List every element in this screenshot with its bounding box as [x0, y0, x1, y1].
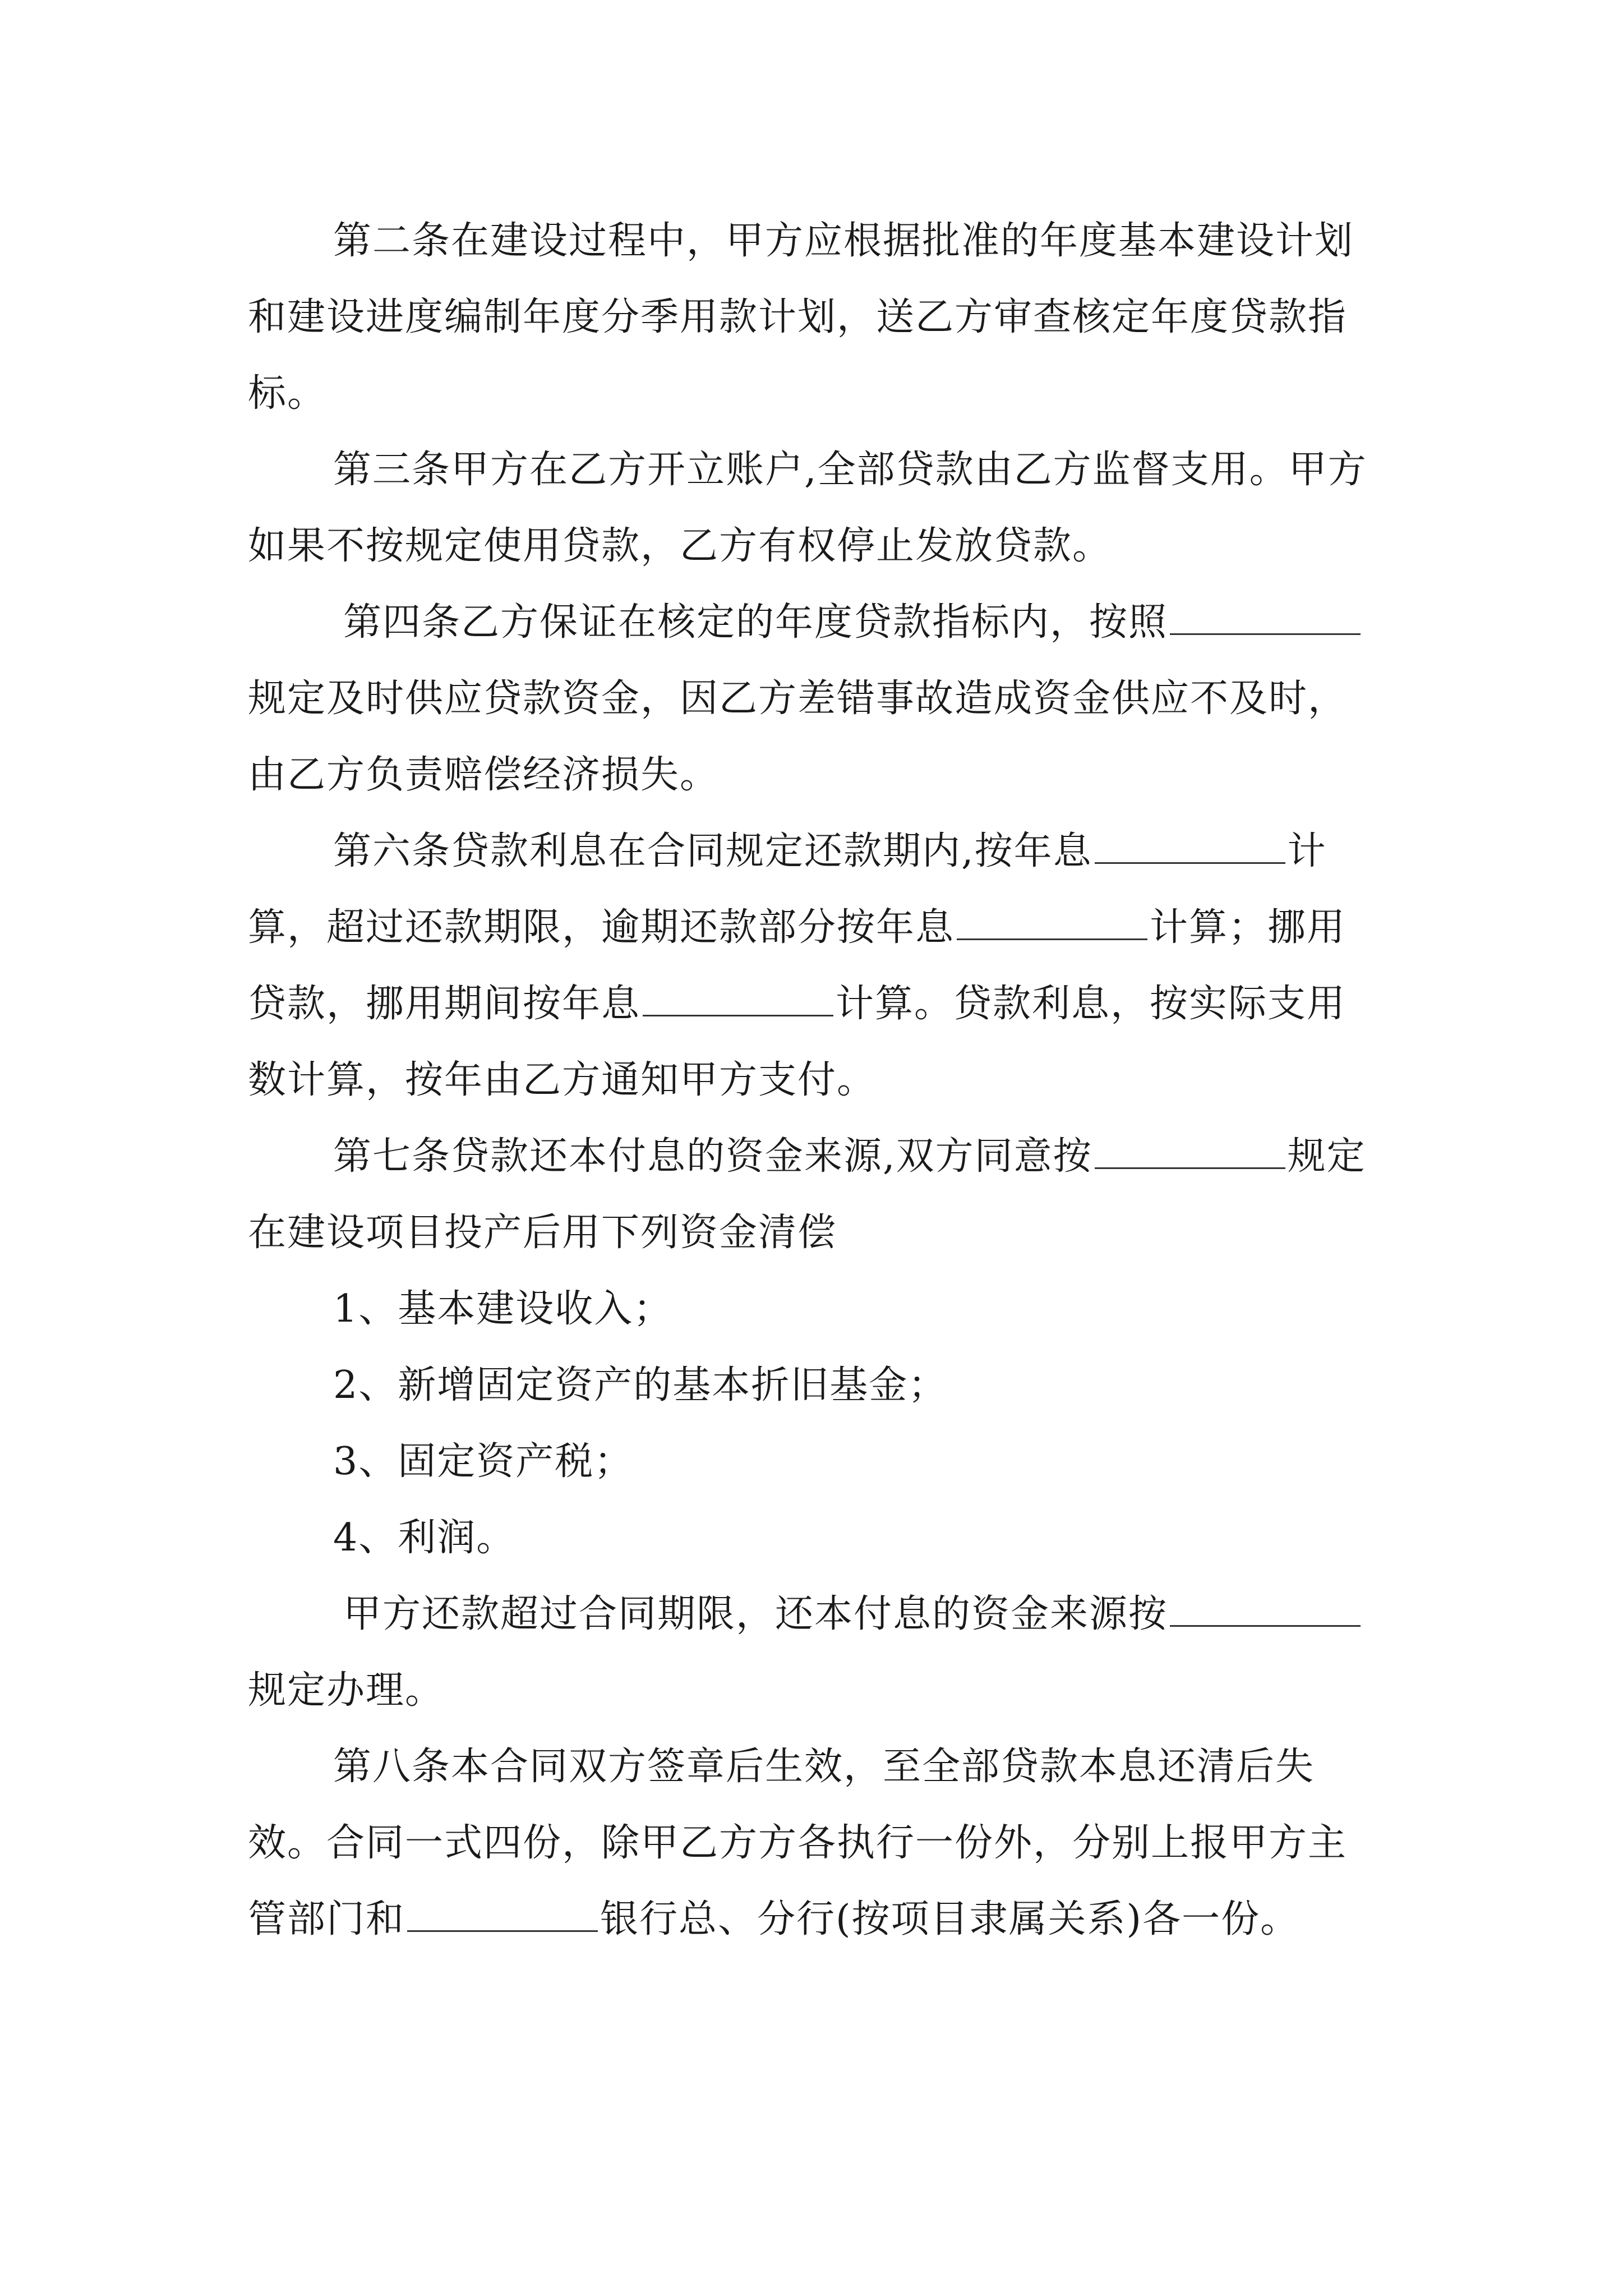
article-6-text-b: 计算，超过还款期限，逾期还款部分按年息: [248, 829, 1327, 950]
article-8: [248, 1729, 1378, 1958]
article-4: [248, 585, 1378, 813]
list-item-text: 4、利润。: [333, 1516, 516, 1560]
blank-line: [1095, 829, 1285, 864]
blank-line: [957, 905, 1147, 940]
article-2: [248, 203, 1378, 432]
list-item-2: [248, 1347, 1378, 1424]
article-7-text-a: 第七条贷款还本付息的资金来源,双方同意按: [333, 1134, 1092, 1179]
list-item-text: 3、固定资产税；: [333, 1439, 634, 1484]
article-7: [248, 1119, 1378, 1271]
article-8-text-a: 第八条本合同双方签章后生效，至全部贷款本息还清后失效。合同一式四份，除甲乙方方各执行一份外，分别上报甲方主管部门和: [248, 1745, 1348, 1941]
document-body: [248, 203, 1378, 1958]
overdue-clause: [248, 1576, 1378, 1729]
list-item-3: [248, 1424, 1378, 1500]
article-3: [248, 432, 1378, 585]
article-6: [248, 813, 1378, 1119]
article-6-text-c: 计算；挪用贷款，挪用期间按年息: [248, 905, 1347, 1026]
list-item-1: [248, 1271, 1378, 1347]
blank-line: [643, 981, 833, 1016]
blank-line: [1170, 1591, 1361, 1627]
article-4-text-a: 第四条乙方保证在核定的年度贷款指标内，按照: [343, 600, 1168, 645]
list-item-text: 1、基本建设收入；: [333, 1287, 673, 1331]
overdue-text-a: 甲方还款超过合同期限，还本付息的资金来源按: [343, 1592, 1168, 1636]
article-6-text-a: 第六条贷款利息在合同规定还款期内,按年息: [333, 829, 1092, 873]
blank-line: [1170, 600, 1361, 635]
article-8-text-b: 银行总、分行(按项目隶属关系)各一份。: [600, 1897, 1300, 1941]
list-item-4: [248, 1500, 1378, 1576]
article-2-text: 第二条在建设过程中，甲方应根据批准的年度基本建设计划和建设进度编制年度分季用款计划，送乙方审查核定年度贷款指标。: [248, 219, 1354, 416]
blank-line: [407, 1897, 598, 1932]
list-item-text: 2、新增固定资产的基本折旧基金；: [333, 1363, 948, 1407]
article-3-text: 第三条甲方在乙方开立账户,全部贷款由乙方监督支用。甲方如果不按规定使用贷款，乙方有权停止发放贷款。: [248, 448, 1367, 568]
blank-line: [1095, 1134, 1285, 1169]
article-7-text-b: 规定在建设项目投产后用下列资金清偿: [248, 1134, 1366, 1255]
overdue-text-b: 规定办理。: [248, 1668, 445, 1713]
article-6-text-d: 计算。贷款利息，按实际支用数计算，按年由乙方通知甲方支付。: [248, 982, 1347, 1102]
article-4-text-b: 规定及时供应贷款资金，因乙方差错事故造成资金供应不及时，由乙方负责赔偿经济损失。: [248, 677, 1348, 797]
